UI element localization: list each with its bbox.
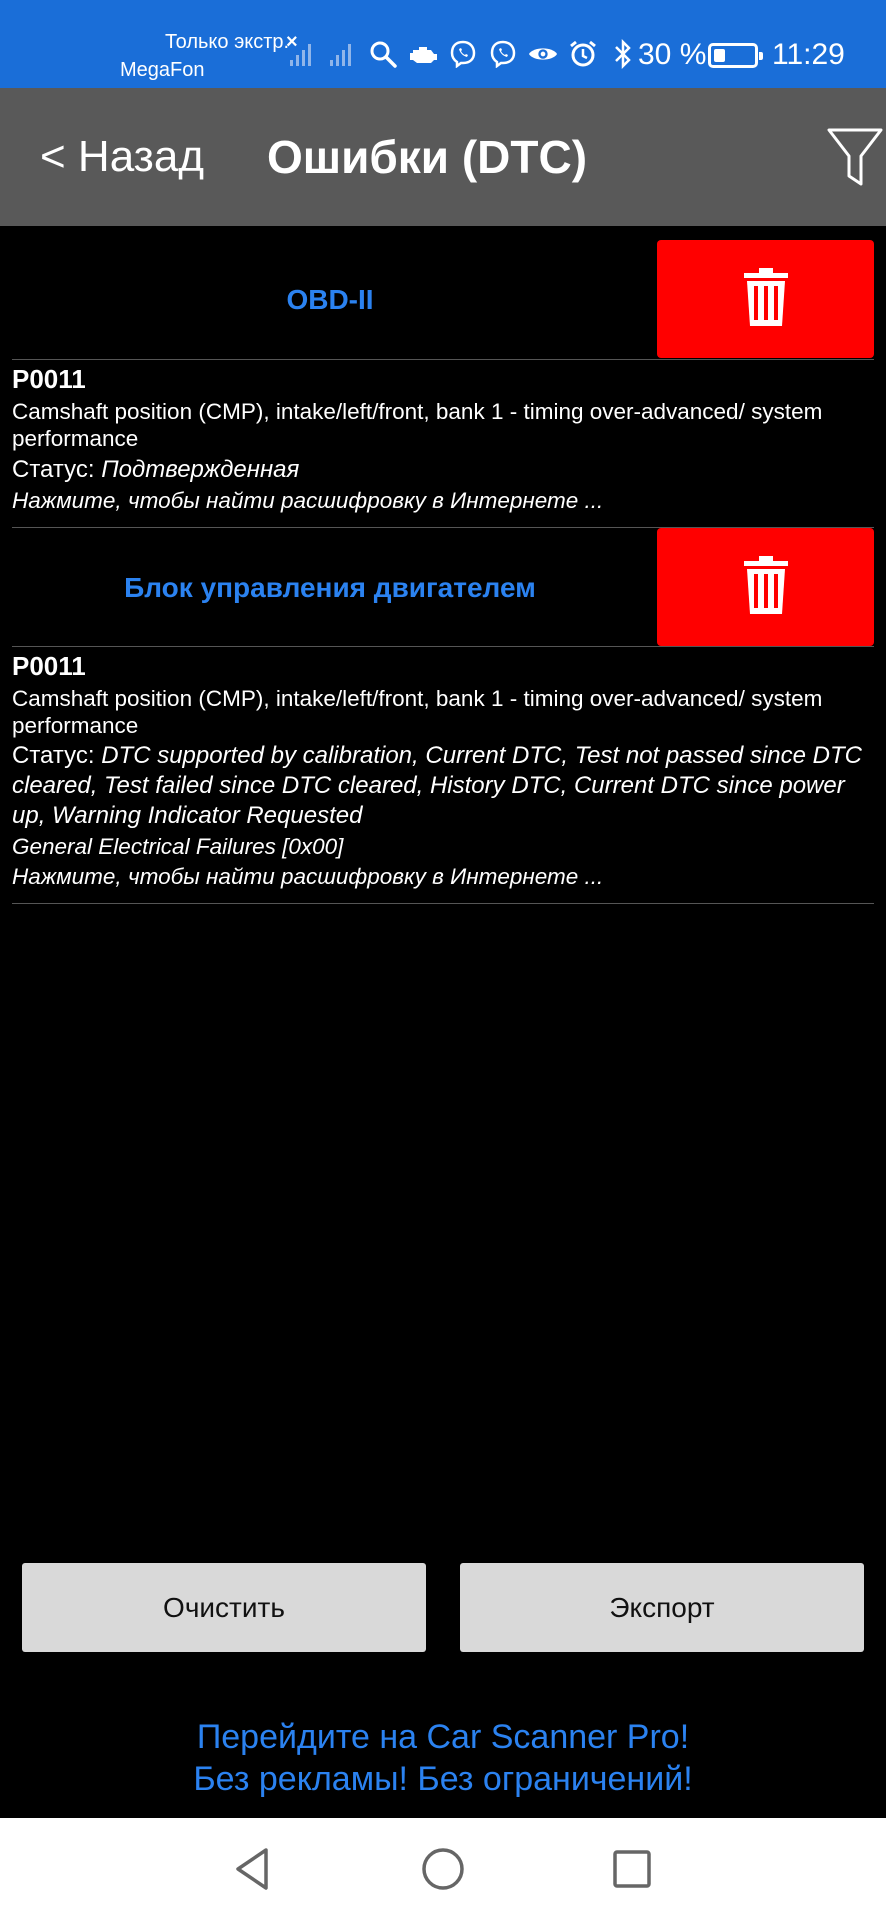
carrier-name: MegaFon xyxy=(120,59,205,81)
promo-line-2: Без рекламы! Без ограничений! xyxy=(193,1760,693,1798)
section-header-obd xyxy=(0,240,886,360)
dtc-extra-info: General Electrical Failures [0x00] xyxy=(12,834,344,859)
divider xyxy=(12,903,874,904)
recents-nav-icon[interactable] xyxy=(607,1844,657,1894)
clear-button[interactable]: Очистить xyxy=(22,1563,426,1652)
export-button[interactable]: Экспорт xyxy=(460,1563,864,1652)
filter-icon[interactable] xyxy=(826,126,886,190)
delete-button[interactable] xyxy=(657,240,874,358)
close-icon: × xyxy=(286,31,298,53)
search-online-link[interactable]: Нажмите, чтобы найти расшифровку в Интернете ... xyxy=(12,488,604,513)
signal-icon xyxy=(288,39,318,69)
status-value: Подтвержденная xyxy=(101,456,300,483)
divider xyxy=(12,646,874,647)
status-icons xyxy=(288,34,638,74)
bluetooth-icon xyxy=(608,39,638,69)
back-button[interactable]: < Назад xyxy=(40,132,204,181)
delete-button[interactable] xyxy=(657,528,874,646)
dtc-description: Camshaft position (CMP), intake/left/front, bank 1 - timing over-advanced/ system performance xyxy=(12,686,823,738)
dtc-status xyxy=(12,741,872,831)
dtc-code: P0011 xyxy=(12,651,86,681)
trash-icon xyxy=(743,556,789,619)
page-title-text: Ошибки (DTC) xyxy=(266,131,588,183)
car-engine-icon xyxy=(408,39,438,69)
page-title xyxy=(0,130,886,184)
search-icon xyxy=(368,39,398,69)
search-online-link[interactable]: Нажмите, чтобы найти расшифровку в Интернете ... xyxy=(12,864,604,889)
battery-icon xyxy=(708,43,758,68)
status-label: Статус: xyxy=(12,742,102,769)
section-title: Блок управления двигателем xyxy=(124,572,536,603)
section-title: OBD-II xyxy=(286,284,374,315)
section-header-ecu xyxy=(0,528,886,648)
app-header xyxy=(0,88,886,226)
divider xyxy=(12,359,874,360)
dtc-description: Camshaft position (CMP), intake/left/front, bank 1 - timing over-advanced/ system performance xyxy=(12,399,823,451)
clock: 11:29 xyxy=(772,38,845,71)
alarm-icon xyxy=(568,39,598,69)
signal-icon xyxy=(328,39,358,69)
battery-percent: 30 % xyxy=(638,38,707,71)
status-value: DTC supported by calibration, Current DTC, Test not passed since DTC cleared, Test failed since DTC cleared, History DTC, Current DTC since power up, Warning Indicator Requested xyxy=(12,742,862,829)
promo-line-1: Перейдите на Car Scanner Pro! xyxy=(196,1718,690,1756)
dtc-code: P0011 xyxy=(12,364,86,394)
dtc-status xyxy=(12,455,872,485)
status-label: Статус: xyxy=(12,456,102,483)
status-bar xyxy=(0,0,886,88)
home-nav-icon[interactable] xyxy=(418,1844,468,1894)
viber-icon xyxy=(488,39,518,69)
promo-link[interactable] xyxy=(0,1716,886,1800)
viber-icon xyxy=(448,39,478,69)
eye-icon xyxy=(528,39,558,69)
carrier-notice: Только экстр. xyxy=(165,31,290,53)
back-nav-icon[interactable] xyxy=(228,1844,278,1894)
navigation-bar xyxy=(0,1818,886,1920)
trash-icon xyxy=(743,268,789,331)
